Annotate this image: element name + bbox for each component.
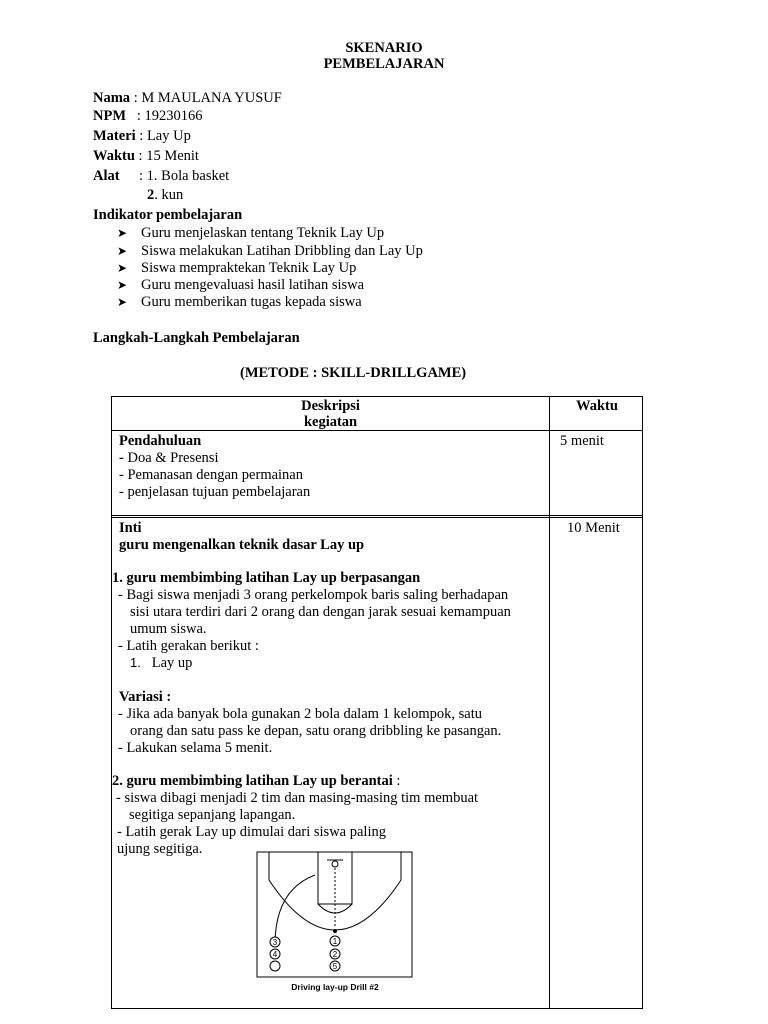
variasi-title: Variasi : bbox=[119, 689, 172, 705]
inti-title: Inti bbox=[119, 520, 142, 536]
section1-line: - Latih gerakan berikut : bbox=[118, 638, 259, 654]
section1-line: sisi utara terdiri dari 2 orang dan dengan jarak sesuai kemampuan bbox=[130, 604, 511, 620]
document-title-line2: PEMBELAJARAN bbox=[323, 56, 445, 72]
lesson-table bbox=[111, 396, 643, 1009]
svg-text:2: 2 bbox=[332, 950, 338, 959]
svg-text:5: 5 bbox=[332, 962, 338, 971]
materi-row bbox=[93, 128, 191, 145]
pendahuluan-item: - Pemanasan dengan permainan bbox=[119, 467, 303, 483]
inti-time: 10 Menit bbox=[567, 520, 620, 536]
metode-heading: (METODE : SKILL-DRILLGAME) bbox=[240, 365, 467, 381]
indikator-item: ➤ Guru memberikan tugas kepada siswa bbox=[117, 294, 362, 310]
section1-numbered-item: 1. Lay up bbox=[130, 655, 193, 671]
materi-value: : Lay Up bbox=[135, 128, 191, 144]
player-markers-left bbox=[270, 937, 280, 971]
pendahuluan-time-cell bbox=[550, 431, 643, 516]
pendahuluan-time: 5 menit bbox=[560, 433, 604, 449]
waktu-label: Waktu bbox=[93, 148, 135, 164]
diagram-caption: Driving lay-up Drill #2 bbox=[291, 982, 379, 992]
inti-time-cell bbox=[550, 518, 643, 1009]
pendahuluan-title: Pendahuluan bbox=[119, 433, 202, 449]
section1-line: umum siswa. bbox=[130, 621, 207, 637]
nama-label: Nama bbox=[93, 90, 131, 106]
section2-line: ujung segitiga. bbox=[117, 841, 203, 857]
alat-label: Alat bbox=[93, 168, 120, 184]
langkah-heading: Langkah-Langkah Pembelajaran bbox=[93, 330, 300, 346]
arrow-bullet-icon: ➤ bbox=[117, 261, 128, 275]
table-header-row bbox=[112, 397, 643, 431]
variasi-line: - Jika ada banyak bola gunakan 2 bola dalam 1 kelompok, satu bbox=[118, 706, 483, 722]
svg-text:4: 4 bbox=[272, 950, 278, 959]
table-row bbox=[112, 518, 643, 1009]
document-title-line1: SKENARIO bbox=[345, 40, 423, 56]
alat-value-1: : 1. Bola basket bbox=[139, 168, 230, 184]
indikator-item: ➤ Siswa mempraktekan Teknik Lay Up bbox=[117, 260, 357, 276]
svg-text:1: 1 bbox=[332, 937, 338, 946]
waktu-value: : 15 Menit bbox=[134, 148, 199, 164]
court-diagram bbox=[255, 850, 425, 996]
indikator-item: ➤ Siswa melakukan Latihan Dribbling dan Lay Up bbox=[117, 243, 423, 259]
arrow-bullet-icon: ➤ bbox=[117, 244, 128, 258]
npm-label: NPM bbox=[93, 108, 127, 124]
header-cell-waktu: Waktu bbox=[550, 397, 643, 431]
alat-value-2: 2. kun bbox=[147, 187, 184, 203]
pendahuluan-item: - penjelasan tujuan pembelajaran bbox=[119, 484, 311, 500]
pendahuluan-cell bbox=[112, 431, 550, 516]
arrow-bullet-icon: ➤ bbox=[117, 226, 128, 240]
section2-line: - siswa dibagi menjadi 2 tim dan masing-masing tim membuat bbox=[116, 790, 479, 806]
nama-value: : M MAULANA YUSUF bbox=[130, 90, 282, 106]
indikator-heading: Indikator pembelajaran bbox=[93, 207, 243, 223]
section1-title: 1. guru membimbing latihan Lay up berpasangan bbox=[112, 570, 421, 586]
section2-line: - Latih gerak Lay up dimulai dari siswa paling bbox=[117, 824, 386, 840]
section2-title: 2. guru membimbing latihan Lay up berantai : bbox=[112, 773, 401, 789]
section2-line: segitiga sepanjang lapangan. bbox=[129, 807, 296, 823]
header-cell-deskripsi: Deskripsi kegiatan bbox=[112, 397, 550, 431]
npm-row bbox=[93, 108, 203, 125]
npm-value: : 19230166 bbox=[133, 108, 203, 124]
nama-row bbox=[93, 90, 282, 107]
arrow-bullet-icon: ➤ bbox=[117, 278, 128, 292]
section1-line: - Bagi siswa menjadi 3 orang perkelompok baris saling berhadapan bbox=[118, 587, 509, 603]
pass-path bbox=[272, 875, 315, 947]
indikator-item: ➤ Guru mengevaluasi hasil latihan siswa bbox=[117, 277, 365, 293]
pendahuluan-item: - Doa & Presensi bbox=[119, 450, 219, 466]
materi-label: Materi bbox=[93, 128, 136, 144]
alat-row bbox=[93, 168, 120, 185]
player-markers-center bbox=[330, 929, 340, 971]
three-point-arc bbox=[269, 852, 401, 930]
inti-cell bbox=[112, 518, 550, 1009]
svg-text:3: 3 bbox=[272, 938, 278, 947]
inti-subtitle: guru mengenalkan teknik dasar Lay up bbox=[119, 537, 365, 553]
variasi-line: orang dan satu pass ke depan, satu orang dribbling ke pasangan. bbox=[130, 723, 502, 739]
table-row bbox=[112, 431, 643, 516]
arrow-bullet-icon: ➤ bbox=[117, 295, 128, 309]
variasi-line: - Lakukan selama 5 menit. bbox=[118, 740, 273, 756]
indikator-item: ➤ Guru menjelaskan tentang Teknik Lay Up bbox=[117, 225, 385, 241]
waktu-row bbox=[93, 148, 199, 165]
hoop-icon bbox=[332, 861, 338, 867]
